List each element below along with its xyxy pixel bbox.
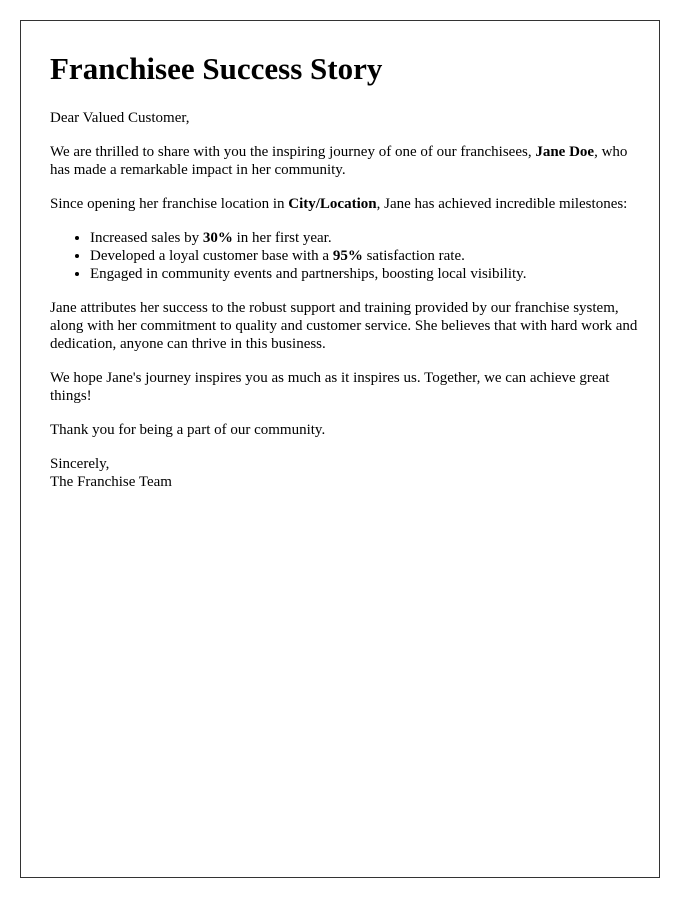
signature: The Franchise Team xyxy=(50,474,172,490)
greeting: Dear Valued Customer, xyxy=(50,110,190,126)
thanks-paragraph: Thank you for being a part of our community. xyxy=(50,422,326,438)
letter-content xyxy=(50,51,640,507)
intro-text-before: We are thrilled to share with you the inspiring journey of one of our franchisees, xyxy=(50,144,536,160)
franchise-location: City/Location xyxy=(288,196,377,212)
milestone-text: Developed a loyal customer base with a xyxy=(90,248,333,264)
intro-text-after: , who has made a remarkable impact in her community. xyxy=(50,144,628,178)
hope-paragraph: We hope Jane's journey inspires you as much as it inspires us. Together, we can achieve great things! xyxy=(50,370,610,404)
milestone-item xyxy=(90,247,640,265)
attribution-paragraph: Jane attributes her success to the robust support and training provided by our franchise system, along with her commitment to quality and customer service. She believes that with hard work and dedication, anyone can thrive in this business. xyxy=(50,300,638,352)
milestone-item xyxy=(90,265,640,283)
milestone-highlight: 95% xyxy=(332,248,363,264)
location-text-after: , Jane has achieved incredible milestones: xyxy=(376,196,628,212)
location-paragraph xyxy=(50,195,640,213)
letter-page xyxy=(20,20,660,878)
milestone-text: satisfaction rate. xyxy=(362,248,465,264)
milestones-list xyxy=(50,229,640,283)
letter-title: Franchisee Success Story xyxy=(50,51,383,86)
franchisee-name: Jane Doe xyxy=(535,144,595,160)
location-text-before: Since opening her franchise location in xyxy=(50,196,289,212)
closing: Sincerely, xyxy=(50,456,110,472)
milestone-text: Engaged in community events and partnerships, boosting local visibility. xyxy=(90,266,527,282)
milestone-text: in her first year. xyxy=(232,230,332,246)
milestone-item xyxy=(90,229,640,247)
milestone-highlight: 30% xyxy=(202,230,233,246)
milestone-text: Increased sales by xyxy=(90,230,203,246)
intro-paragraph xyxy=(50,143,640,179)
sign-off xyxy=(50,455,640,491)
